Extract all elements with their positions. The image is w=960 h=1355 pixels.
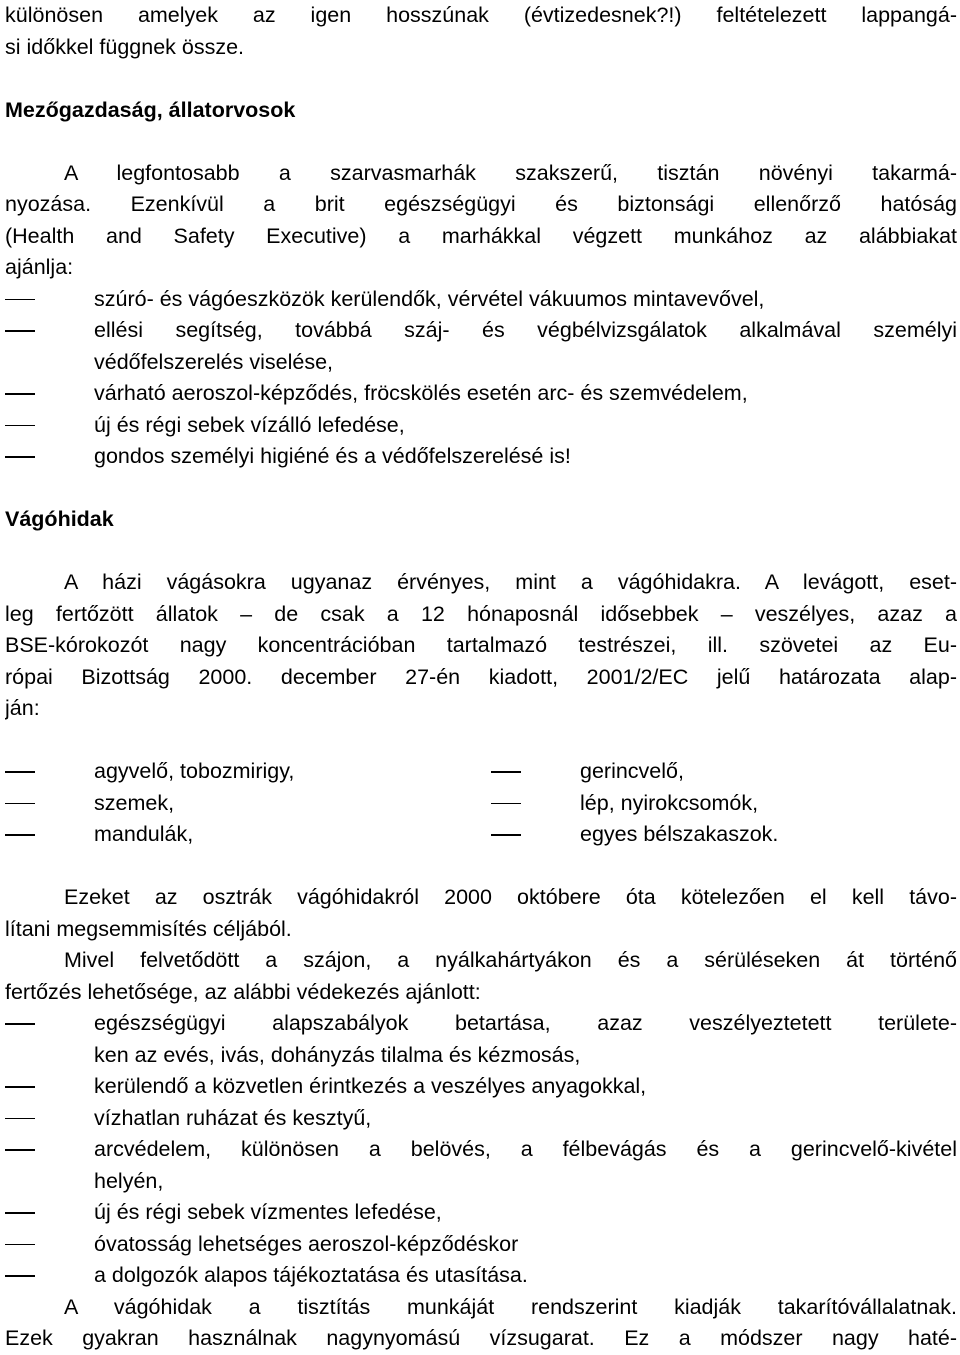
list-item-text: gondos személyi higiéné és a védőfelszerelésé is! (94, 444, 571, 468)
dash-bullet (491, 803, 521, 805)
list-item (5, 756, 425, 788)
list-item (491, 788, 911, 820)
dash-bullet (5, 1244, 35, 1246)
text-line: nyozása. Ezenkívül a brit egészségügyi és biztonsági ellenőrző hatóság (5, 192, 957, 216)
list-item (491, 819, 911, 851)
list-item (5, 410, 957, 442)
dash-bullet (5, 1118, 35, 1120)
list-item-text: kerülendő a közvetlen érintkezés a veszélyes anyagokkal, (94, 1074, 647, 1098)
two-column-list (5, 756, 957, 851)
list-item-text: ellési segítség, továbbá száj- és végbélvizsgálatok alkalmával személyi (94, 318, 957, 342)
list-item-text: védőfelszerelés viselése, (94, 349, 334, 374)
list-item-text: arcvédelem, különösen a belövés, a félbevágás és a gerincvelő-kivétel (94, 1137, 957, 1161)
text-line: ajánlja: (5, 255, 74, 279)
list-item (5, 441, 957, 473)
list-item-text: a dolgozók alapos tájékoztatása és utasítása. (94, 1263, 528, 1287)
list-item (5, 1197, 957, 1229)
dash-bullet (5, 456, 35, 458)
dash-bullet (5, 299, 35, 301)
list-item (5, 1260, 957, 1292)
dash-bullet (5, 834, 35, 836)
text-line: (Health and Safety Executive) a marhákkal végzett munkához az alábbiakat (5, 223, 957, 248)
section-heading: Mezőgazdaság, állatorvosok (5, 97, 296, 122)
section-heading: Vágóhidak (5, 507, 114, 531)
dash-bullet (5, 425, 35, 427)
list-item (5, 1071, 957, 1103)
list-item-text: lép, nyirokcsomók, (580, 790, 759, 815)
list-item (5, 378, 957, 410)
dash-bullet (5, 330, 35, 332)
list-item-text: új és régi sebek vízálló lefedése, (94, 412, 405, 437)
text-line: Ezek gyakran használnak nagynyomású vízsugarat. Ez a módszer nagy haté- (5, 1326, 957, 1350)
list-item-text: várható aeroszol-képződés, fröcskölés esetén arc- és szemvédelem, (94, 381, 748, 405)
list-column-left (5, 756, 425, 851)
list-item (491, 756, 911, 788)
text-line: A házi vágásokra ugyanaz érvényes, mint a vágóhidakra. A levágott, eset- (64, 570, 957, 594)
list-item (5, 788, 425, 820)
text-line: Ezeket az osztrák vágóhidakról 2000 októbere óta kötelezően el kell távo- (64, 885, 957, 909)
list-item-text: vízhatlan ruházat és kesztyű, (94, 1105, 372, 1130)
dash-bullet (5, 1086, 35, 1088)
list-item (5, 1134, 957, 1197)
text-line: rópai Bizottság 2000. december 27-én kiadott, 2001/2/EC jelű határozata alap- (5, 664, 957, 689)
dash-bullet (5, 393, 35, 395)
list-column-right (491, 756, 911, 851)
dash-bullet (5, 803, 35, 805)
dash-bullet (5, 1275, 35, 1277)
dash-bullet (491, 834, 521, 836)
text-line: BSE-kórokozót nagy koncentrációban tartalmazó testrészei, ill. szövetei az Eu- (5, 633, 957, 657)
list-item-text: helyén, (94, 1168, 164, 1193)
text-line: leg fertőzött állatok – de csak a 12 hónaposnál idősebbek – veszélyes, azaz a (5, 601, 957, 626)
list-item-text: ken az evés, ivás, dohányzás tilalma és kézmosás, (94, 1042, 581, 1067)
list-item (5, 1008, 957, 1071)
dash-bullet (491, 771, 521, 773)
text-line: si időkkel függnek össze. (5, 34, 245, 59)
list-item (5, 315, 957, 378)
document-page (5, 0, 957, 1355)
dash-bullet (5, 1212, 35, 1214)
list-item (5, 1229, 957, 1261)
list-item (5, 1103, 957, 1135)
dash-bullet (5, 1149, 35, 1151)
list-item-text: agyvelő, tobozmirigy, (94, 759, 295, 783)
text-line: ján: (5, 696, 40, 720)
list-item (5, 284, 957, 316)
list-item-text: óvatosság lehetséges aeroszol-képződéskor (94, 1231, 519, 1256)
dash-bullet (5, 771, 35, 773)
list-item-text: egészségügyi alapszabályok betartása, azaz veszélyeztetett területe- (94, 1011, 957, 1035)
text-line: A vágóhidak a tisztítás munkáját rendszerint kiadják takarítóvállalatnak. (64, 1294, 957, 1319)
list-item-text: szúró- és vágóeszközök kerülendők, vérvétel vákuumos mintavevővel, (94, 286, 765, 311)
dash-bullet (5, 1023, 35, 1025)
list-item-text: szemek, (94, 790, 175, 815)
text-line: lítani megsemmisítés céljából. (5, 916, 292, 941)
list-item-text: egyes bélszakaszok. (580, 822, 779, 846)
list-item-text: új és régi sebek vízmentes lefedése, (94, 1200, 442, 1224)
text-line: különösen amelyek az igen hosszúnak (évtizedesnek?!) feltételezett lappangá- (5, 3, 957, 27)
text-line: fertőzés lehetősége, az alábbi védekezés ajánlott: (5, 979, 481, 1004)
list-item-text: gerincvelő, (580, 759, 684, 783)
text-line: A legfontosabb a szarvasmarhák szakszerű, tisztán növényi takarmá- (64, 160, 957, 185)
text-line: Mivel felvetődött a szájon, a nyálkahártyákon és a sérüléseken át történő (64, 948, 957, 972)
list-item-text: mandulák, (94, 822, 194, 846)
list-item (5, 819, 425, 851)
